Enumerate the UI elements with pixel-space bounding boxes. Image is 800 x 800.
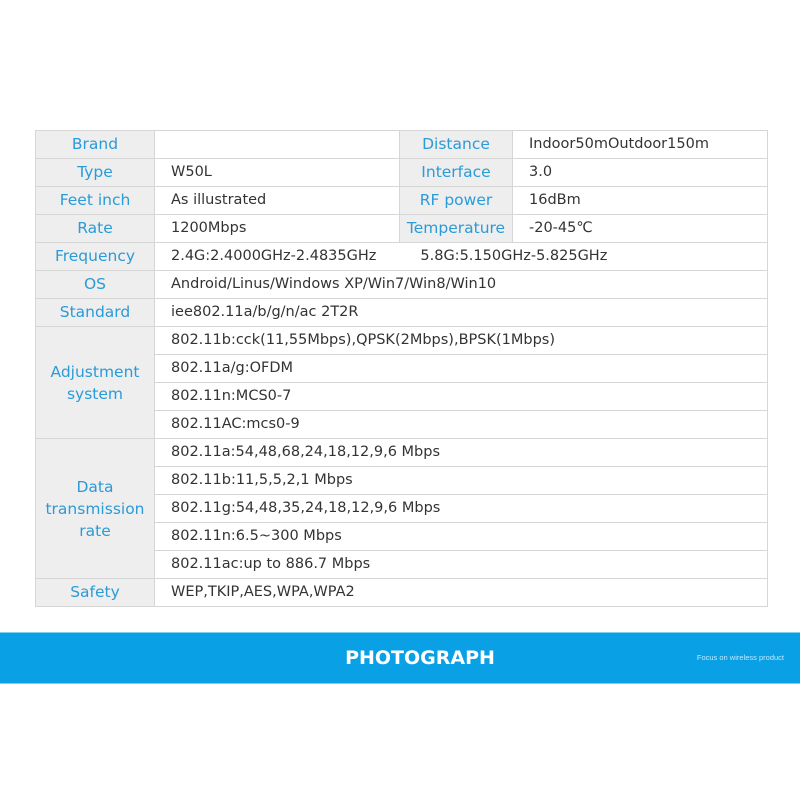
frequency-58g: 5.8G:5.150GHz-5.825GHz	[420, 248, 608, 264]
table-row	[36, 159, 768, 187]
distance-label: Distance	[400, 131, 513, 159]
brand-value	[155, 131, 400, 159]
banner-tagline: Focus on wireless product	[696, 653, 784, 662]
adjustment-system-value: 802.11b:cck(11,55Mbps),QPSK(2Mbps),BPSK(1Mbps)	[155, 327, 768, 355]
distance-value: Indoor50mOutdoor150m	[513, 131, 768, 159]
data-transmission-rate-label: Data transmission rate	[36, 439, 155, 579]
type-label: Type	[36, 159, 155, 187]
data-rate-value: 802.11a:54,48,68,24,18,12,9,6 Mbps	[155, 439, 768, 467]
table-row	[36, 299, 768, 327]
table-row	[36, 243, 768, 271]
data-rate-value: 802.11b:11,5,5,2,1 Mbps	[155, 467, 768, 495]
os-value: Android/Linus/Windows XP/Win7/Win8/Win10	[155, 271, 768, 299]
adjustment-system-label: Adjustment system	[36, 327, 155, 439]
brand-label: Brand	[36, 131, 155, 159]
rf-power-value: 16dBm	[513, 187, 768, 215]
frequency-value	[155, 243, 768, 271]
standard-label: Standard	[36, 299, 155, 327]
safety-label: Safety	[36, 579, 155, 607]
frequency-24g: 2.4G:2.4000GHz-2.4835GHz	[171, 248, 377, 264]
table-row	[36, 439, 768, 467]
banner-title: PHOTOGRAPH	[345, 647, 495, 669]
temperature-label: Temperature	[400, 215, 513, 243]
frequency-label: Frequency	[36, 243, 155, 271]
table-row	[36, 131, 768, 159]
table-row	[36, 215, 768, 243]
rate-label: Rate	[36, 215, 155, 243]
adjustment-system-value: 802.11n:MCS0-7	[155, 383, 768, 411]
rate-value: 1200Mbps	[155, 215, 400, 243]
table-row	[36, 327, 768, 355]
feet-inch-value: As illustrated	[155, 187, 400, 215]
type-value: W50L	[155, 159, 400, 187]
feet-inch-label: Feet inch	[36, 187, 155, 215]
data-rate-value: 802.11g:54,48,35,24,18,12,9,6 Mbps	[155, 495, 768, 523]
table-row	[36, 271, 768, 299]
rf-power-label: RF power	[400, 187, 513, 215]
section-banner	[0, 632, 800, 684]
table-row	[36, 579, 768, 607]
adjustment-system-value: 802.11a/g:OFDM	[155, 355, 768, 383]
safety-value: WEP,TKIP,AES,WPA,WPA2	[155, 579, 768, 607]
spec-table	[35, 130, 768, 607]
os-label: OS	[36, 271, 155, 299]
interface-label: Interface	[400, 159, 513, 187]
data-rate-value: 802.11ac:up to 886.7 Mbps	[155, 551, 768, 579]
adjustment-system-value: 802.11AC:mcs0-9	[155, 411, 768, 439]
temperature-value: -20-45℃	[513, 215, 768, 243]
standard-value: iee802.11a/b/g/n/ac 2T2R	[155, 299, 768, 327]
table-row	[36, 187, 768, 215]
interface-value: 3.0	[513, 159, 768, 187]
data-rate-value: 802.11n:6.5~300 Mbps	[155, 523, 768, 551]
